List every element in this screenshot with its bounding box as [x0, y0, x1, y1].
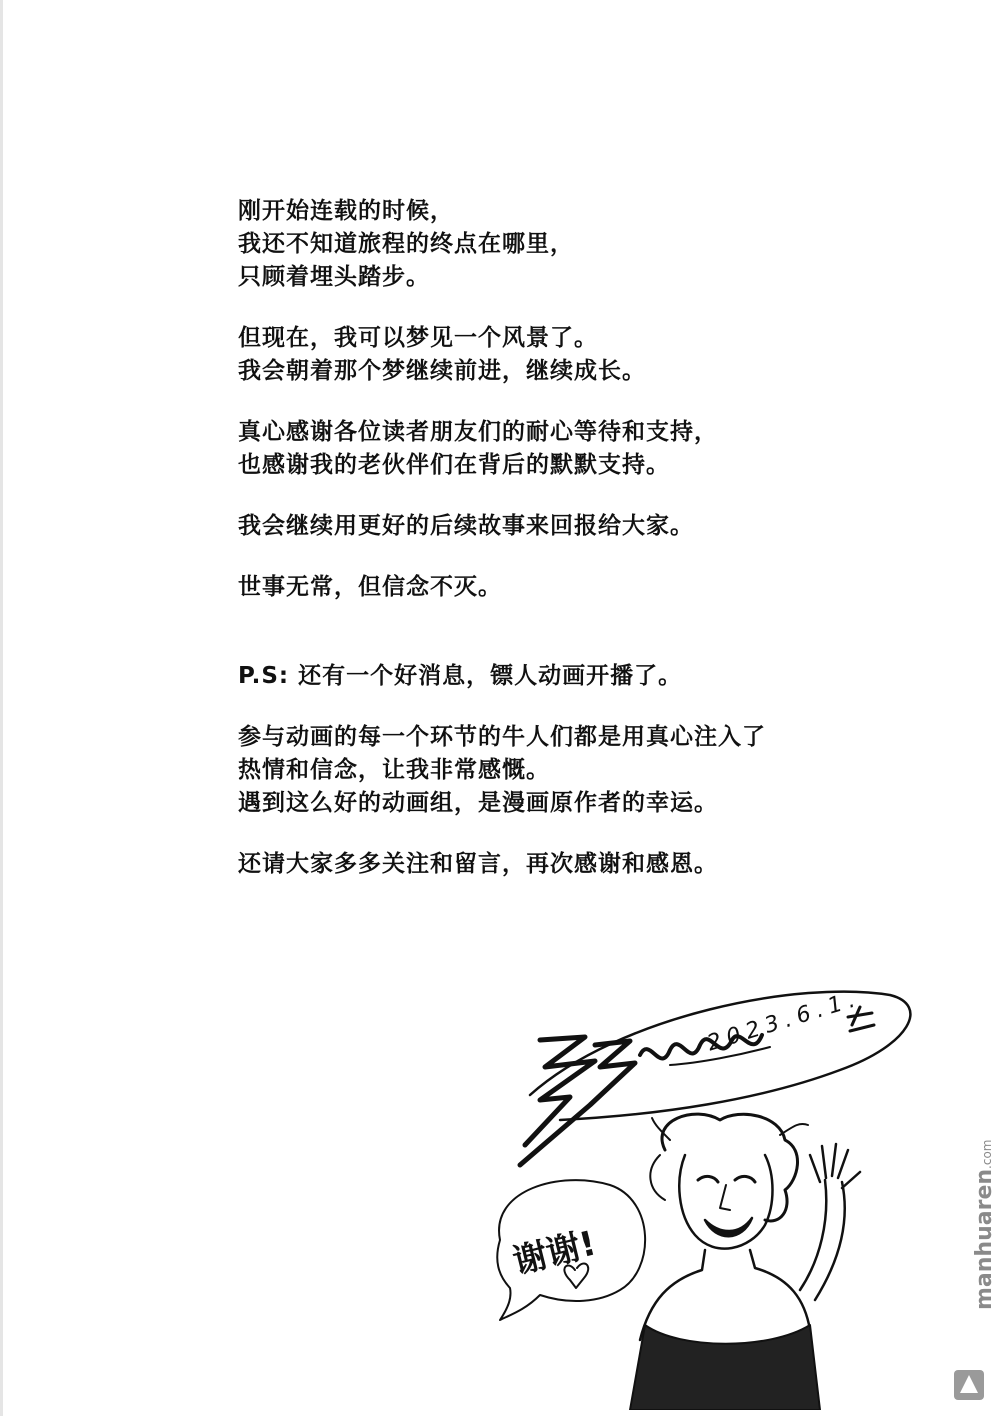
paragraph-2 — [238, 322, 858, 388]
letter-body — [238, 195, 858, 909]
paragraph-7 — [238, 721, 858, 820]
text-line: 也感谢我的老伙伴们在背后的默默支持。 — [238, 452, 670, 478]
text-line: 只顾着埋头踏步。 — [238, 264, 430, 290]
paragraph-8 — [238, 848, 858, 881]
watermark-text — [972, 1140, 997, 1311]
paragraph-1 — [238, 195, 858, 294]
text-line: 我会继续用更好的后续故事来回报给大家。 — [238, 513, 694, 539]
paragraph-4 — [238, 510, 858, 543]
watermark-main: manhuaren — [972, 1168, 997, 1310]
paragraph-ps — [238, 660, 858, 693]
watermark-suffix: .com — [980, 1139, 994, 1169]
text-line: 世事无常，但信念不灭。 — [238, 574, 502, 600]
paragraph-5 — [238, 571, 858, 604]
text-line: 真心感谢各位读者朋友们的耐心等待和支持， — [238, 419, 718, 445]
spacer — [238, 632, 858, 660]
text-line: 还请大家多多关注和留言，再次感谢和感恩。 — [238, 851, 718, 877]
text-line: 遇到这么好的动画组，是漫画原作者的幸运。 — [238, 790, 718, 816]
text-line: 刚开始连载的时候， — [238, 198, 454, 224]
text-line: 热情和信念，让我非常感慨。 — [238, 757, 550, 783]
text-line: 但现在，我可以梦见一个风景了。 — [238, 325, 598, 351]
page-edge — [0, 0, 3, 1416]
paragraph-3 — [238, 416, 858, 482]
text-line: 我会朝着那个梦继续前进，继续成长。 — [238, 358, 646, 384]
speech-bubble-text: 谢谢! — [509, 1223, 600, 1283]
text-line: 我还不知道旅程的终点在哪里， — [238, 231, 574, 257]
signature-date: 2023.6.1. — [704, 986, 864, 1057]
text-line: P.S: 还有一个好消息，镖人动画开播了。 — [238, 663, 683, 689]
text-line: 参与动画的每一个环节的牛人们都是用真心注入了 — [238, 724, 766, 750]
